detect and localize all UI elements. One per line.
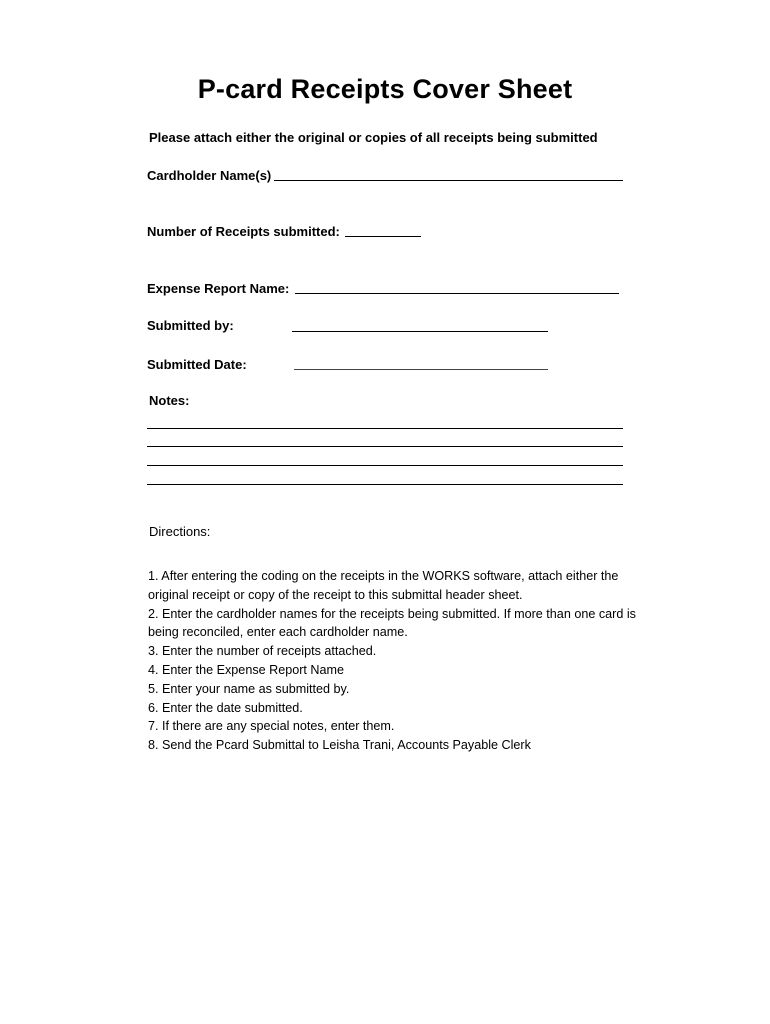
direction-item: 8. Send the Pcard Submittal to Leisha Trani, Accounts Payable Clerk [148,738,531,753]
receipts-count-label: Number of Receipts submitted: [147,224,340,239]
direction-item: 3. Enter the number of receipts attached. [148,644,377,659]
notes-label: Notes: [149,393,190,408]
submitted-by-label: Submitted by: [147,318,234,333]
direction-item: 1. After entering the coding on the receipts in the WORKS software, attach either the original receipt or copy of the receipt to this submittal header sheet. [148,569,619,602]
receipts-count-field[interactable] [345,236,421,237]
submitted-date-label: Submitted Date: [147,357,247,372]
cardholder-label: Cardholder Name(s) [147,168,272,183]
direction-item: 7. If there are any special notes, enter them. [148,719,395,734]
notes-line[interactable] [147,465,623,466]
direction-item: 4. Enter the Expense Report Name [148,662,345,677]
direction-item: 6. Enter the date submitted. [148,700,303,715]
expense-report-field[interactable] [295,293,619,294]
directions-list [148,567,648,755]
notes-line[interactable] [147,446,623,447]
notes-line[interactable] [147,484,623,485]
submitted-by-field[interactable] [292,331,548,332]
directions-heading: Directions: [149,524,211,539]
instructions-subtitle: Please attach either the original or copies of all receipts being submitted [149,130,598,145]
notes-line[interactable] [147,428,623,429]
direction-item: 5. Enter your name as submitted by. [148,681,350,696]
expense-report-label: Expense Report Name: [147,281,290,296]
direction-item: 2. Enter the cardholder names for the receipts being submitted. If more than one card is being reconciled, enter each cardholder name. [148,606,636,640]
cardholder-field[interactable] [274,180,623,181]
page-title: P-card Receipts Cover Sheet [197,74,573,104]
submitted-date-field[interactable] [294,369,548,370]
